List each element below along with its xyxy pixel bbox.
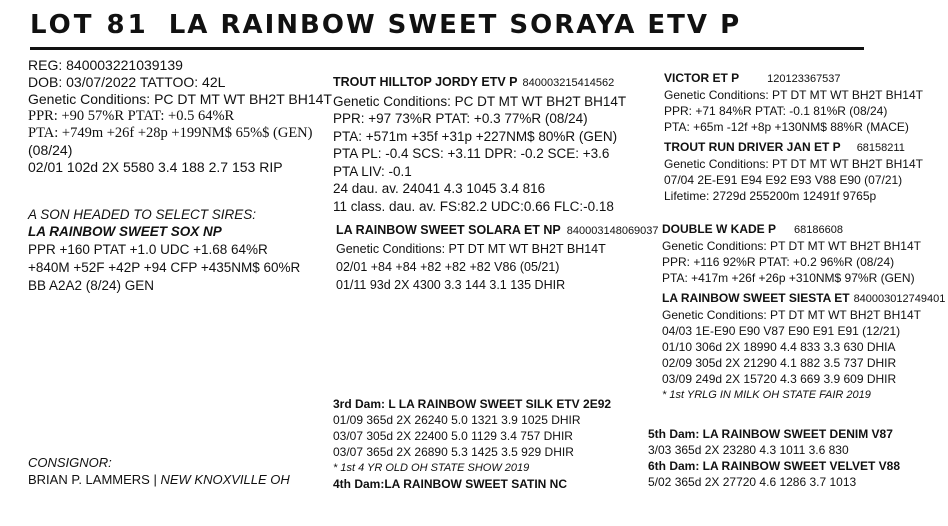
lot-number: LOT 81 [30, 10, 149, 40]
sire-line: PTA LIV: -0.1 [333, 163, 412, 179]
son-name: LA RAINBOW SWEET SOX NP [28, 224, 222, 239]
sires-sire-reg: 120123367537 [767, 73, 841, 85]
sixth-dam-name: 6th Dam: LA RAINBOW SWEET VELVET V88 [648, 459, 901, 473]
grand-dam-line: 04/03 1E-E90 E90 V87 E90 E91 E91 (12/21) [662, 324, 901, 338]
dams-sire-block [662, 221, 921, 286]
dams-sire-line: PPR: +116 92%R PTAT: +0.2 96%R (08/24) [662, 255, 895, 269]
production-record: 02/01 102d 2X 5580 3.4 188 2.7 153 RIP [28, 159, 283, 175]
sire-name: TROUT HILLTOP JORDY ETV P [333, 75, 518, 89]
grand-dam-reg: 840003012749401 [853, 293, 946, 305]
third-dam-name: 3rd Dam: L LA RAINBOW SWEET SILK ETV 2E92 [333, 397, 612, 411]
sires-sire-name: VICTOR ET P [664, 71, 740, 85]
grand-dam-header [662, 290, 945, 307]
sire-header [333, 73, 626, 93]
son-intro: A SON HEADED TO SELECT SIRES: [28, 207, 257, 222]
consignor-location: NEW KNOXVILLE OH [160, 472, 290, 487]
dam-line: 01/11 93d 2X 4300 3.3 144 3.1 135 DHIR [336, 278, 566, 292]
sires-sire-line: PTA: +65m -12f +8p +130NM$ 88%R (MACE) [664, 120, 909, 134]
grand-dam-note: * 1st YRLG IN MILK OH STATE FAIR 2019 [662, 389, 871, 401]
ppr: PPR: +90 57%R PTAT: +0.5 64%R [28, 108, 235, 124]
sires-dam-line: Genetic Conditions: PT DT MT WT BH2T BH14T [664, 157, 923, 171]
sires-dam-name: TROUT RUN DRIVER JAN ET P [664, 140, 841, 154]
sires-sire-line: Genetic Conditions: PT DT MT WT BH2T BH14T [664, 88, 923, 102]
sire-line: Genetic Conditions: PC DT MT WT BH2T BH14T [333, 93, 627, 109]
dam-line: 02/01 +84 +84 +82 +82 +82 V86 (05/21) [336, 260, 560, 274]
third-dam-block [333, 396, 611, 492]
dam-line: Genetic Conditions: PT DT MT WT BH2T BH14T [336, 242, 606, 256]
sire-block [333, 73, 626, 215]
third-dam-line: 03/07 305d 2X 22400 5.0 1129 3.4 757 DHIR [333, 429, 573, 443]
sire-line: PTA: +571m +35f +31p +227NM$ 80%R (GEN) [333, 128, 618, 144]
animal-info [28, 57, 332, 176]
dob-tattoo: DOB: 03/07/2022 TATTOO: 42L [28, 74, 226, 90]
dam-header [336, 221, 659, 240]
third-dam-line: 01/09 365d 2X 26240 5.0 1321 3.9 1025 DHIR [333, 413, 581, 427]
dam-name: LA RAINBOW SWEET SOLARA ET NP [336, 223, 561, 237]
sire-line: PPR: +97 73%R PTAT: +0.3 77%R (08/24) [333, 111, 588, 126]
third-dam-line: 03/07 365d 2X 26890 5.3 1425 3.5 929 DHIR [333, 445, 574, 459]
sires-sire-line: PPR: +71 84%R PTAT: -0.1 81%R (08/24) [664, 104, 888, 118]
pta: PTA: +749m +26f +28p +199NM$ 65%$ (GEN) [28, 125, 313, 141]
fourth-dam-name: 4th Dam:LA RAINBOW SWEET SATIN NC [333, 477, 567, 491]
sires-dam-line: Lifetime: 2729d 255200m 12491f 9765p [664, 189, 877, 203]
son-line-2: +840M +52F +42P +94 CFP +435NM$ 60%R [28, 260, 301, 275]
animal-name: LA RAINBOW SWEET SORAYA ETV P [168, 10, 742, 40]
consignor-label: CONSIGNOR: [28, 455, 112, 470]
consignor-section [28, 454, 290, 488]
dam-block [336, 221, 659, 294]
sire-line: 24 dau. av. 24041 4.3 1045 3.4 816 [333, 181, 546, 196]
sire-line: 11 class. dau. av. FS:82.2 UDC:0.66 FLC:-0.18 [333, 198, 614, 214]
fifth-dam-line: 3/03 365d 2X 23280 4.3 1011 3.6 830 [648, 443, 849, 457]
consignor-separator: | [149, 472, 161, 487]
sires-dam-block [664, 139, 923, 204]
dams-sire-header [662, 221, 921, 238]
dams-sire-line: PTA: +417m +26f +26p +310NM$ 97%R (GEN) [662, 271, 915, 285]
son-line-3: BB A2A2 (8/24) GEN [28, 278, 155, 293]
sires-dam-line: 07/04 2E-E91 E94 E92 E93 V88 E90 (07/21) [664, 173, 903, 187]
grand-dam-block [662, 290, 945, 403]
sires-dam-header [664, 139, 923, 156]
sixth-dam-line: 5/02 365d 2X 27720 4.6 1286 3.7 1013 [648, 475, 857, 489]
fifth-dam-name: 5th Dam: LA RAINBOW SWEET DENIM V87 [648, 427, 893, 441]
grand-dam-name: LA RAINBOW SWEET SIESTA ET [662, 291, 850, 305]
fifth-sixth-dam-block [648, 426, 900, 490]
dam-reg: 840003148069037 [566, 225, 659, 237]
pta-date: (08/24) [28, 142, 73, 158]
sires-sire-header [664, 70, 923, 87]
sires-sire-block [664, 70, 923, 135]
title-underline [30, 47, 864, 50]
grand-dam-line: 01/10 306d 2X 18990 4.4 833 3.3 630 DHIA [662, 340, 896, 354]
lot-title [30, 10, 741, 40]
dams-sire-line: Genetic Conditions: PT DT MT WT BH2T BH14T [662, 239, 921, 253]
grand-dam-line: 03/09 249d 2X 15720 4.3 669 3.9 609 DHIR [662, 372, 897, 386]
sire-reg: 840003215414562 [522, 77, 615, 89]
consignor-name: BRIAN P. LAMMERS [28, 472, 150, 487]
sire-line: PTA PL: -0.4 SCS: +3.11 DPR: -0.2 SCE: +3.6 [333, 146, 610, 161]
consignor-info [28, 471, 290, 488]
genetic-conditions: Genetic Conditions: PC DT MT WT BH2T BH14T [28, 91, 332, 107]
grand-dam-line: 02/09 305d 2X 21290 4.1 882 3.5 737 DHIR [662, 356, 897, 370]
grand-dam-line: Genetic Conditions: PT DT MT WT BH2T BH14T [662, 308, 921, 322]
dams-sire-reg: 68186608 [794, 224, 843, 236]
third-dam-note: * 1st 4 YR OLD OH STATE SHOW 2019 [333, 462, 530, 474]
son-section [28, 206, 300, 295]
sires-dam-reg: 68158211 [856, 142, 905, 154]
dams-sire-name: DOUBLE W KADE P [662, 222, 776, 236]
son-line-1: PPR +160 PTAT +1.0 UDC +1.68 64%R [28, 242, 268, 257]
registration: REG: 840003221039139 [28, 57, 183, 73]
